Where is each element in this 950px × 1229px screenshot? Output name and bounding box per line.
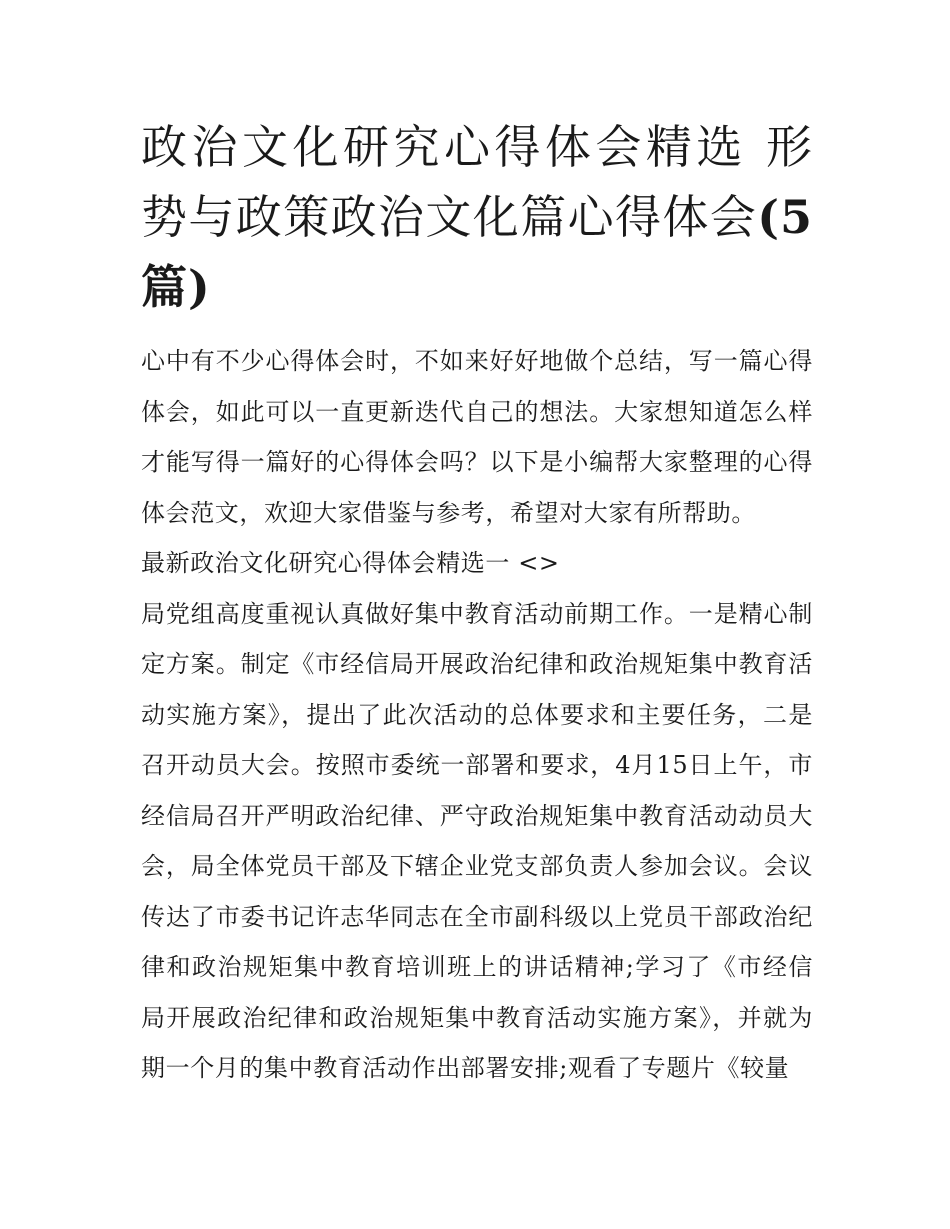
intro-paragraph: 心中有不少心得体会时，不如来好好地做个总结，写一篇心得体会，如此可以一直更新迭代自己的想法。大家想知道怎么样才能写得一篇好的心得体会吗？以下是小编帮大家整理的心得体会范文，欢迎大家借鉴与参考，希望对大家有所帮助。 xyxy=(141,347,813,527)
document-title xyxy=(141,112,813,322)
title-count-text: (5篇) xyxy=(141,190,813,314)
title-main-text: 政治文化研究心得体会精选 形势与政策政治文化篇心得体会 xyxy=(141,120,813,244)
body-paragraph: 局党组高度重视认真做好集中教育活动前期工作。一是精心制定方案。制定《市经信局开展政治纪律和政治规矩集中教育活动实施方案》，提出了此次活动的总体要求和主要任务，二是召开动员大会。按照市委统一部署和要求，4月15日上午，市经信局召开严明政治纪律、严守政治规矩集中教育活动动员大会，局全体党员干部及下辖企业党支部负责人参加会议。会议传达了市委书记许志华同志在全市副科级以上党员干部政治纪律和政治规矩集中教育培训班上的讲话精神;学习了《市经信局开展政治纪律和政治规矩集中教育活动实施方案》，并就为期一个月的集中教育活动作出部署安排;观看了专题片《较量 xyxy=(141,599,813,1082)
document-content xyxy=(141,112,813,1094)
section-heading: 最新政治文化研究心得体会精选一 <> xyxy=(141,549,560,577)
